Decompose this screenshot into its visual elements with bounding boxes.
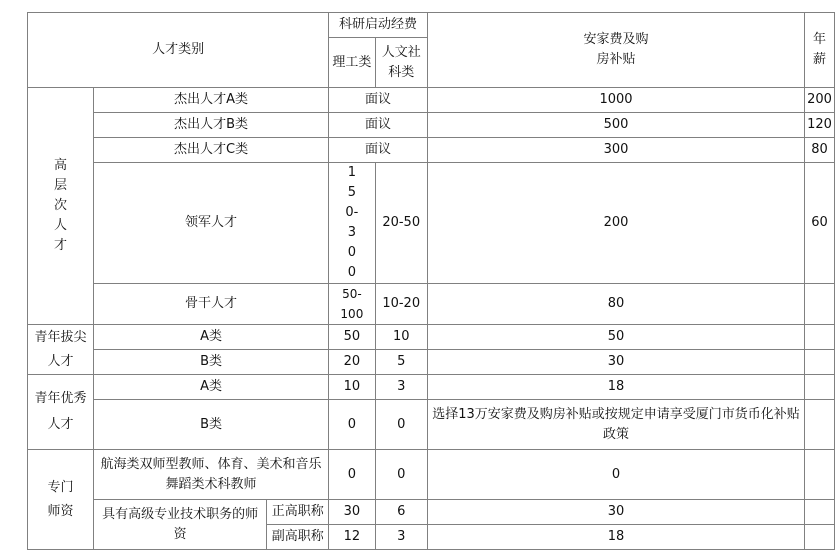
row-sub-label: 副高职称: [267, 525, 329, 550]
row-label: 杰出人才B类: [93, 113, 328, 138]
row-settlement: 500: [427, 113, 804, 138]
group-special-teachers: 专门师资: [28, 450, 94, 550]
row-salary: 80: [805, 138, 835, 163]
row-label: 具有高级专业技术职务的师资: [93, 500, 266, 550]
row-label: B类: [93, 350, 328, 375]
row-salary: [805, 350, 835, 375]
row-funding: 面议: [329, 88, 428, 113]
row-science: 150-300: [329, 163, 375, 284]
row-label: A类: [93, 375, 328, 400]
row-label: B类: [93, 400, 328, 450]
row-salary: [805, 284, 835, 325]
row-label: 骨干人才: [93, 284, 328, 325]
row-label: A类: [93, 325, 328, 350]
row-label: 杰出人才C类: [93, 138, 328, 163]
row-settlement: 选择13万安家费及购房补贴或按规定申请享受厦门市货币化补贴政策: [427, 400, 804, 450]
row-salary: 60: [805, 163, 835, 284]
row-humanities: 0: [375, 400, 427, 450]
row-label: 杰出人才A类: [93, 88, 328, 113]
header-annual-salary: 年薪: [805, 13, 835, 88]
row-salary: [805, 525, 835, 550]
row-salary: [805, 450, 835, 500]
row-humanities: 6: [375, 500, 427, 525]
header-category: 人才类别: [28, 13, 329, 88]
row-settlement: 30: [427, 500, 804, 525]
row-settlement: 80: [427, 284, 804, 325]
header-science-eng: 理工类: [329, 38, 375, 88]
row-science: 10: [329, 375, 375, 400]
row-settlement: 18: [427, 525, 804, 550]
header-humanities: 人文社科类: [375, 38, 427, 88]
row-humanities: 20-50: [375, 163, 427, 284]
row-humanities: 3: [375, 375, 427, 400]
header-research-funding: 科研启动经费: [329, 13, 428, 38]
row-science: 20: [329, 350, 375, 375]
row-science: 0: [329, 400, 375, 450]
group-youth-excellent: 青年优秀人才: [28, 375, 94, 450]
group-high-level: 高层次人才: [28, 88, 94, 325]
row-science: 12: [329, 525, 375, 550]
row-salary: [805, 325, 835, 350]
row-salary: [805, 500, 835, 525]
row-science: 50: [329, 325, 375, 350]
row-salary: 200: [805, 88, 835, 113]
row-science: 50-100: [329, 284, 375, 325]
row-settlement: 300: [427, 138, 804, 163]
row-settlement: 18: [427, 375, 804, 400]
group-youth-top: 青年拔尖人才: [28, 325, 94, 375]
row-sub-label: 正高职称: [267, 500, 329, 525]
row-settlement: 200: [427, 163, 804, 284]
row-settlement: 1000: [427, 88, 804, 113]
row-humanities: 10-20: [375, 284, 427, 325]
row-humanities: 10: [375, 325, 427, 350]
row-label: 领军人才: [93, 163, 328, 284]
row-salary: [805, 400, 835, 450]
talent-policy-table: [27, 12, 835, 550]
row-settlement: 30: [427, 350, 804, 375]
row-label: 航海类双师型教师、体育、美术和音乐舞蹈类术科教师: [93, 450, 328, 500]
row-salary: [805, 375, 835, 400]
row-salary: 120: [805, 113, 835, 138]
row-humanities: 0: [375, 450, 427, 500]
row-humanities: 5: [375, 350, 427, 375]
row-funding: 面议: [329, 138, 428, 163]
row-science: 30: [329, 500, 375, 525]
row-science: 0: [329, 450, 375, 500]
row-humanities: 3: [375, 525, 427, 550]
row-funding: 面议: [329, 113, 428, 138]
row-settlement: 50: [427, 325, 804, 350]
row-settlement: 0: [427, 450, 804, 500]
header-settlement: 安家费及购房补贴: [427, 13, 804, 88]
